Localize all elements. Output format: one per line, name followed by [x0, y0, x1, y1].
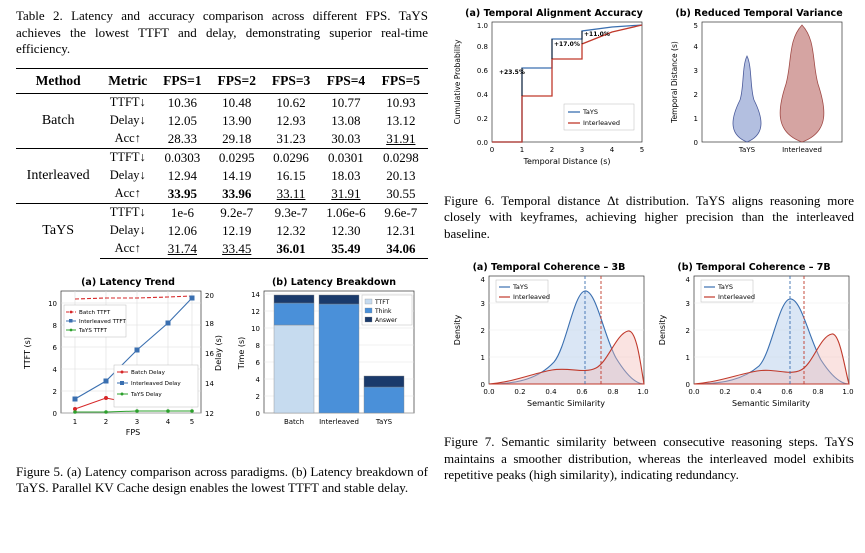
cell: 12.31 [386, 222, 416, 238]
fig7b-ytick: 4 [685, 276, 690, 285]
annotation: +23.5% [499, 69, 525, 76]
fig5a-ylabel-left: TTFT (s) [23, 336, 32, 369]
metric-label: TTFT↓ [100, 203, 155, 222]
fig6a-xtick: 1 [519, 146, 525, 154]
cell: 28.33 [167, 130, 198, 146]
fig6b-xtick: Interleaved [782, 146, 822, 154]
fig6a-xtick: 2 [549, 146, 555, 154]
fig7b-xtick: 0.2 [719, 388, 731, 397]
fig6b-ytick: 5 [693, 22, 698, 30]
cell: 18.03 [331, 167, 361, 183]
fig5a-ylabel-right: Delay (s) [214, 334, 223, 371]
metric-label: TTFT↓ [100, 148, 155, 167]
col-metric: Metric [100, 68, 155, 93]
cell: 12.06 [167, 222, 198, 238]
fig6a-xtick: 3 [579, 146, 585, 154]
cell: 20.13 [386, 167, 416, 183]
legend-item: Batch Delay [131, 369, 165, 376]
fig7a-ytick: 3 [480, 300, 485, 309]
metric-label: Acc↑ [100, 240, 155, 259]
fig6b-title: (b) Reduced Temporal Variance [675, 8, 843, 19]
cell: 31.91 [386, 130, 416, 146]
fig5a-ytick: 2 [52, 387, 57, 396]
fig5a-ytick-right: 20 [205, 291, 214, 300]
fig5a-ytick-right: 12 [205, 409, 214, 418]
cell: 9.6e-7 [374, 203, 428, 222]
fig5a-xtick: 5 [189, 417, 195, 426]
fig6a-ytick: 0.2 [476, 115, 488, 123]
fig5a-ytick: 10 [48, 299, 57, 308]
fig7a-ytick: 1 [480, 354, 485, 363]
fig5a-ytick-right: 18 [205, 319, 214, 328]
cell: 10.93 [374, 93, 428, 112]
col-method: Method [16, 68, 100, 93]
col-fps4: FPS=4 [318, 68, 373, 93]
cell: 33.96 [222, 185, 252, 201]
table-caption: Table 2. Latency and accuracy comparison across different FPS. TaYS achieves the lowest TTFT and delay, demonstrating superior real-time efficiency. [16, 8, 428, 57]
fig5b-bar-batch [274, 295, 314, 413]
fig5a-ytick: 4 [52, 365, 57, 374]
row-method-batch: Batch [16, 93, 100, 148]
row-method-tays: TaYS [16, 203, 100, 258]
cell: 36.01 [264, 240, 318, 259]
metric-label: Delay↓ [109, 113, 146, 128]
fig7a-xtick: 0.2 [514, 388, 526, 397]
cell: 9.3e-7 [264, 203, 318, 222]
fig5b-ytick: 6 [255, 358, 260, 367]
fig6a-title: (a) Temporal Alignment Accuracy [465, 8, 643, 19]
figure6-svg [444, 4, 854, 182]
fig5b-xtick: Batch [283, 417, 305, 426]
fig5b-xtick: Interleaved [319, 417, 359, 426]
fig7b-ytick: 2 [685, 327, 690, 336]
legend-item: TaYS [718, 283, 733, 292]
cell: 9.2e-7 [210, 203, 264, 222]
cell: 0.0295 [210, 148, 264, 167]
fig7b-ylabel: Density [658, 314, 667, 346]
cell: 31.91 [331, 185, 361, 201]
fig7b-ytick: 1 [685, 354, 690, 363]
metric-label: Delay↓ [109, 168, 146, 183]
cell: 0.0303 [155, 148, 209, 167]
fig5b-ytick: 2 [255, 392, 260, 401]
figure6 [444, 4, 854, 242]
fig5b-ytick: 12 [251, 307, 260, 316]
fig6b-ytick: 2 [693, 91, 698, 99]
cell: 0.0296 [264, 148, 318, 167]
cell: 12.94 [167, 167, 198, 183]
left-column [16, 8, 428, 497]
cell: 1.06e-6 [318, 203, 373, 222]
fig7a-xtick: 0.6 [576, 388, 588, 397]
cell: 12.32 [276, 222, 306, 238]
fig6b-ytick: 0 [693, 139, 698, 147]
legend-item: TaYS [513, 283, 528, 292]
fig7a-title: (a) Temporal Coherence – 3B [472, 262, 626, 274]
legend-item: Interleaved TTFT [79, 318, 126, 325]
legend-item: TaYS Delay [131, 391, 162, 398]
metric-label: Acc↑ [114, 186, 141, 201]
fig5b-title: (b) Latency Breakdown [271, 276, 397, 288]
fig6b-ylabel: Temporal Distance (s) [670, 41, 679, 123]
fig7a-ytick: 2 [480, 327, 485, 336]
fig7a-xtick: 0.8 [607, 388, 619, 397]
cell: 29.18 [222, 130, 252, 146]
fig6a-ytick: 0.6 [476, 67, 488, 75]
fig7b-xtick: 0.8 [812, 388, 824, 397]
cell: 10.77 [318, 93, 373, 112]
fig5a-ytick: 0 [52, 409, 57, 418]
fig6a-ytick: 1.0 [476, 22, 488, 30]
figure5-svg [16, 273, 428, 453]
table-header-row [16, 68, 428, 93]
fig6a-legend [564, 104, 634, 130]
fig5a-xtick: 2 [103, 417, 109, 426]
fig5a-xlabel: FPS [125, 427, 141, 437]
cell: 0.0298 [374, 148, 428, 167]
fig5a-ytick-right: 14 [205, 379, 214, 388]
annotation: +11.0% [584, 31, 610, 38]
cell: 1e-6 [155, 203, 209, 222]
fig5b-ytick: 8 [255, 341, 260, 350]
figure7-svg [444, 258, 854, 423]
figure7-caption: Figure 7. Semantic similarity between consecutive reasoning steps. TaYS maintains a smoother distribution, whereas the interleaved model exhibits repetitive peaks (high similarity), indicating redundancy. [444, 434, 854, 482]
cell: 33.95 [167, 185, 198, 201]
cell: 0.0301 [318, 148, 373, 167]
cell: 12.93 [276, 112, 306, 128]
fig7b-legend [701, 280, 755, 302]
legend-item: Think [375, 307, 392, 315]
cell: 34.06 [374, 240, 428, 259]
fig6a-xtick: 0 [489, 146, 495, 154]
table-row [16, 148, 428, 167]
fig5a-xtick: 3 [134, 417, 140, 426]
cell: 10.62 [264, 93, 318, 112]
fig7a-xlabel: Semantic Similarity [527, 399, 605, 409]
metric-label: Delay↓ [109, 223, 146, 238]
cell: 10.36 [155, 93, 209, 112]
fig6b-ytick: 3 [693, 67, 698, 75]
fig5a-ytick-right: 16 [205, 349, 214, 358]
figure7 [444, 258, 854, 483]
figure5 [16, 273, 428, 497]
fig5a-ytick: 8 [52, 321, 57, 330]
fig7b-ytick: 0 [685, 381, 690, 390]
fig7a-xtick: 0.0 [483, 388, 495, 397]
metric-label: Acc↑ [114, 131, 141, 146]
cell: 13.90 [222, 112, 252, 128]
fig6a-xtick: 5 [639, 146, 645, 154]
cell: 35.49 [318, 240, 373, 259]
fig7b-ytick: 3 [685, 300, 690, 309]
legend-item: Interleaved [718, 293, 756, 302]
fig7b-xtick: 1.0 [842, 388, 854, 397]
metric-label: TTFT↓ [100, 93, 155, 112]
fig5a-title: (a) Latency Trend [81, 276, 175, 288]
legend-item: Interleaved Delay [131, 380, 181, 387]
fig7b-xtick: 0.0 [688, 388, 700, 397]
cell: 31.74 [155, 240, 209, 259]
cell: 31.23 [276, 130, 306, 146]
figure6-caption: Figure 6. Temporal distance Δt distribution. TaYS aligns reasoning more closely with keyframes, achieving higher precision than the interleaved baseline. [444, 193, 854, 241]
legend-item: Batch TTFT [79, 309, 111, 316]
fig7a-ytick: 0 [480, 381, 485, 390]
latency-accuracy-table [16, 68, 428, 259]
legend-item: TaYS TTFT [79, 327, 107, 334]
cell: 12.05 [167, 112, 198, 128]
fig5a-legend-ttft [64, 305, 126, 337]
col-fps3: FPS=3 [264, 68, 318, 93]
fig5b-ytick: 0 [255, 409, 260, 418]
fig6b-ytick: 1 [693, 115, 698, 123]
cell: 14.19 [222, 167, 252, 183]
fig5b-bar-tays [364, 376, 404, 413]
cell: 12.19 [222, 222, 252, 238]
fig5a-xtick: 1 [72, 417, 78, 426]
fig5b-ytick: 4 [255, 375, 260, 384]
legend-item: Interleaved [583, 119, 621, 127]
legend-item: Interleaved [513, 293, 551, 302]
col-fps2: FPS=2 [210, 68, 264, 93]
fig6a-ytick: 0.0 [476, 139, 488, 147]
fig6a-ytick: 0.8 [476, 43, 488, 51]
figure5-caption: Figure 5. (a) Latency comparison across paradigms. (b) Latency breakdown of TaYS. Parallel KV Cache design enables the lowest TTFT and stable delay. [16, 463, 428, 496]
fig5a-legend [114, 365, 198, 407]
cell: 33.45 [210, 240, 264, 259]
cell: 30.03 [331, 130, 361, 146]
fig5b-xtick: TaYS [375, 417, 393, 426]
fig6a-xlabel: Temporal Distance (s) [523, 157, 611, 166]
fig6a-axes [453, 22, 644, 166]
cell: 16.15 [276, 167, 306, 183]
fig7a-ytick: 4 [480, 276, 485, 285]
cell: 33.11 [276, 185, 306, 201]
fig6b-ytick: 4 [693, 43, 698, 51]
cell: 12.30 [331, 222, 361, 238]
fig5b-ytick: 10 [251, 324, 260, 333]
table-row [16, 93, 428, 112]
fig7a-xtick: 1.0 [637, 388, 649, 397]
legend-item: TaYS [583, 108, 598, 116]
fig6a-xtick: 4 [609, 146, 615, 154]
fig5b-legend [362, 295, 412, 325]
cell: 10.48 [210, 93, 264, 112]
fig5a-xtick: 4 [165, 417, 171, 426]
fig6a-ytick: 0.4 [476, 91, 488, 99]
fig7b-title: (b) Temporal Coherence – 7B [677, 262, 831, 274]
fig7b-xtick: 0.6 [781, 388, 793, 397]
fig7b-xtick: 0.4 [750, 388, 762, 397]
cell: 30.55 [386, 185, 416, 201]
fig5b-bar-interleaved [319, 295, 359, 413]
annotation: +17.0% [554, 41, 580, 48]
row-method-interleaved: Interleaved [16, 148, 100, 203]
fig5b-ylabel: Time (s) [237, 336, 246, 370]
fig7a-ylabel: Density [453, 314, 462, 346]
cell: 13.08 [331, 112, 361, 128]
fig7a-xtick: 0.4 [545, 388, 557, 397]
col-fps1: FPS=1 [155, 68, 209, 93]
fig7b-xlabel: Semantic Similarity [732, 399, 810, 409]
fig5b-ytick: 14 [251, 290, 260, 299]
fig5a-ytick: 6 [52, 343, 57, 352]
right-column [444, 4, 854, 483]
cell: 13.12 [386, 112, 416, 128]
col-fps5: FPS=5 [374, 68, 428, 93]
fig6a-ylabel: Cumulative Probability [453, 39, 462, 125]
fig7a-legend [496, 280, 550, 302]
legend-item: TTFT [375, 298, 390, 306]
legend-item: Answer [375, 316, 398, 324]
table-row [16, 203, 428, 222]
fig6b-xtick: TaYS [738, 146, 756, 154]
